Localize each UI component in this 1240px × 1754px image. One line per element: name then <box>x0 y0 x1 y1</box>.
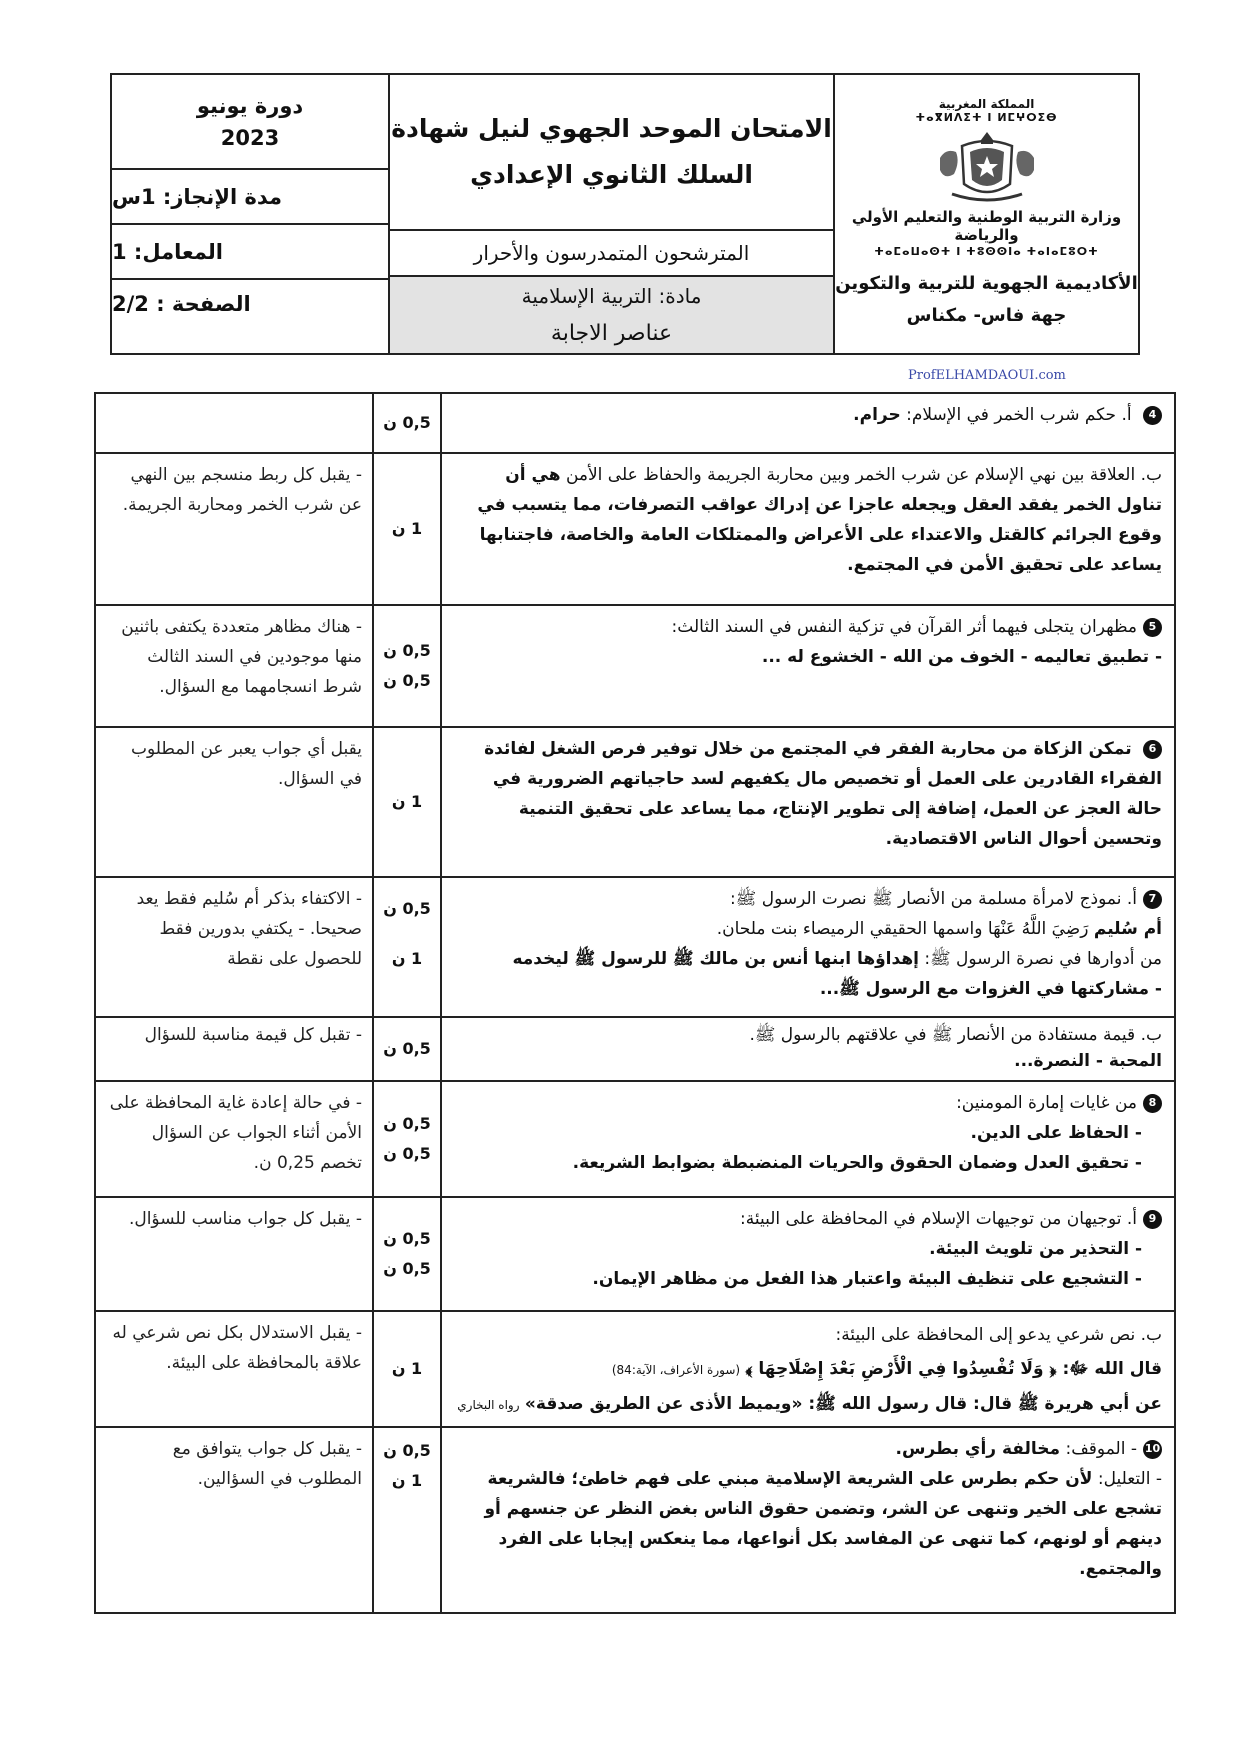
institution-block <box>833 75 1138 353</box>
note-cell: يقبل أي جواب يعبر عن المطلوب في السؤال. <box>130 739 362 789</box>
table-row <box>96 1428 1174 1612</box>
table-row <box>96 606 1174 728</box>
points-cell: 0,5 ن 1 ن <box>372 1428 440 1612</box>
question-number: 5 <box>1143 618 1162 637</box>
question-number: 8 <box>1143 1094 1162 1113</box>
page-number: الصفحة : 2/2 <box>112 292 251 316</box>
note-cell: - الاكتفاء بذكر أم سُليم فقط يعد صحيحا. - يكتفي بدورين فقط للحصول على نقطة <box>136 889 362 969</box>
table-row <box>96 878 1174 1018</box>
note-cell <box>96 394 372 452</box>
points-cell: 0,5 ن 0,5 ن <box>372 1198 440 1310</box>
moroccan-coat-of-arms-icon <box>932 128 1042 206</box>
note-cell: - هناك مظاهر متعددة يكتفى باثنين منها موجودين في السند الثالث شرط انسجامهما مع السؤال. <box>121 617 362 697</box>
answer-cell: 8من غايات إمارة المومنين: - الحفاظ على الدين. - تحقيق العدل وضمان الحقوق والحريات المنضبطة بضوابط الشريعة. <box>440 1082 1174 1196</box>
region-name: جهة فاس- مكناس <box>906 305 1067 326</box>
exam-header <box>110 73 1140 355</box>
duration: مدة الإنجاز: 1س <box>112 170 388 225</box>
note-cell: - يقبل كل جواب مناسب للسؤال. <box>128 1209 362 1229</box>
note-cell: - يقبل كل ربط منسجم بين النهي عن شرب الخمر ومحاربة الجريمة. <box>122 465 362 515</box>
answer-cell: 9أ. توجيهان من توجيهات الإسلام في المحافظة على البيئة: - التحذير من تلويث البيئة. - التشجيع على تنظيف البيئة واعتبار هذا الفعل من مظاهر الإيمان. <box>440 1198 1174 1310</box>
points-cell: 0,5 ن 0,5 ن <box>372 606 440 726</box>
academy-name: الأكاديمية الجهوية للتربية والتكوين <box>835 273 1138 294</box>
points-cell: 1 ن <box>372 1312 440 1426</box>
points-cell: 0,5 ن 0,5 ن <box>372 1082 440 1196</box>
table-row <box>96 1018 1174 1082</box>
answer-cell: ب. نص شرعي يدعو إلى المحافظة على البيئة: قال الله ﷻ: ﴿ وَلَا تُفْسِدُوا فِي الْأَرْضِ بَعْدَ إِصْلَاحِهَا ﴾ (سورة الأعراف، الآية:84) عن أبي هريرة ﷺ قال: قال رسول الله ﷺ: «ويميط الأذى عن الطريق صدقة» رواه البخاري <box>440 1312 1174 1426</box>
table-row <box>96 394 1174 454</box>
session: دورة يونيو 2023 <box>112 75 388 170</box>
points-cell: 0,5 ن 1 ن <box>372 878 440 1016</box>
points-cell: 0,5 ن <box>372 1018 440 1080</box>
exam-info-block <box>388 75 833 353</box>
table-row <box>96 1198 1174 1312</box>
answers-title: عناصر الاجابة <box>550 321 673 346</box>
question-number: 10 <box>1143 1440 1162 1459</box>
answer-cell: 6 تمكن الزكاة من محاربة الفقر في المجتمع من خلال توفير فرص الشغل لفائدة الفقراء القادرين على العمل أو تخصيص مال يكفيهم لسد حاجياتهم الضرورية في حالة العجز عن العمل، إضافة إلى تطوير الإنتاج، مما يساعد على تحقيق التنمية وتحسين أحوال الناس الاقتصادية. <box>440 728 1174 876</box>
note-cell: - يقبل الاستدلال بكل نص شرعي له علاقة بالمحافظة على البيئة. <box>112 1323 362 1373</box>
subject-block <box>390 277 833 353</box>
table-row <box>96 1312 1174 1428</box>
ministry-name-tifinagh: ⵜⴰⵎⴰⵡⴰⵙⵜ ⵏ ⵜⵓⵙⵙⵏⴰ ⵜⴰⵏⴰⵎⵓⵔⵜ <box>874 245 1099 258</box>
kingdom-name: المملكة المغربية <box>938 97 1035 111</box>
question-number: 4 <box>1143 406 1162 425</box>
points-cell: 1 ن <box>372 728 440 876</box>
answer-cell: ب. العلاقة بين نهي الإسلام عن شرب الخمر وبين محاربة الجريمة والحفاظ على الأمن هي أن تناول الخمر يفقد العقل ويجعله عاجزا عن إدراك عواقب التصرفات، مما يتسبب في وقوع الجرائم كالقتل والاعتداء على الأعراض والممتلكات العامة والخاصة، فاجتنابها يساعد على تحقيق الأمن في المجتمع. <box>440 454 1174 604</box>
question-number: 6 <box>1143 740 1162 759</box>
session-info-block <box>112 75 388 353</box>
answer-cell: 5مظهران يتجلى فيهما أثر القرآن في تزكية النفس في السند الثالث: - تطبيق تعاليمه - الخوف من الله - الخشوع له ... <box>440 606 1174 726</box>
question-number: 7 <box>1143 890 1162 909</box>
kingdom-name-tifinagh: ⵜⴰⴳⵍⴷⵉⵜ ⵏ ⵍⵎⵖⵔⵉⴱ <box>915 111 1058 124</box>
candidates-label: المترشحون المتمدرسون والأحرار <box>390 231 833 277</box>
answer-cell: 10- الموقف: مخالفة رأي بطرس. - التعليل: لأن حكم بطرس على الشريعة الإسلامية مبني على فهم خاطئ؛ فالشريعة تشجع على الخير وتنهى عن الشر، وتضمن حقوق الناس بغض النظر عن جنسهم أو دينهم أو لونهم، كما تنهى عن المفاسد بكل أنواعها، مما ينعكس إيجابا على الفرد والمجتمع. <box>440 1428 1174 1612</box>
table-row <box>96 1082 1174 1198</box>
note-cell: - في حالة إعادة غاية المحافظة على الأمن أثناء الجواب عن السؤال تخصم 0,25 ن. <box>109 1093 362 1173</box>
note-cell: - يقبل كل جواب يتوافق مع المطلوب في السؤالين. <box>172 1439 362 1489</box>
subject-label: مادة: التربية الإسلامية <box>521 284 702 308</box>
points-cell: 1 ن <box>372 454 440 604</box>
exam-title: الامتحان الموحد الجهوي لنيل شهادة السلك الثانوي الإعدادي <box>390 75 833 231</box>
points-cell: 0,5 ن <box>372 394 440 452</box>
table-row <box>96 454 1174 606</box>
answer-cell: 4 أ. حكم شرب الخمر في الإسلام: حرام. <box>440 394 1174 452</box>
answer-cell: 7أ. نموذج لامرأة مسلمة من الأنصار ﷺ نصرت الرسول ﷺ: أم سُليم رَضِيَ اللَّهُ عَنْهَا واسمها الحقيقي الرميصاء بنت ملحان. من أدوارها في نصرة الرسول ﷺ: إهداؤها ابنها أنس بن مالك ﷺ للرسول ﷺ ليخدمه - مشاركتها في الغزوات مع الرسول ﷺ... <box>440 878 1174 1016</box>
website-watermark: ProfELHAMDAOUI.com <box>908 368 1066 383</box>
academy-block <box>835 268 1138 332</box>
coefficient: المعامل: 1 <box>112 225 388 280</box>
table-row <box>96 728 1174 878</box>
answer-cell: ب. قيمة مستفادة من الأنصار ﷺ في علاقتهم بالرسول ﷺ. المحبة - النصرة... <box>440 1018 1174 1080</box>
ministry-name: وزارة التربية الوطنية والتعليم الأولي والرياضة <box>851 208 1122 244</box>
answers-table <box>94 392 1176 1614</box>
question-number: 9 <box>1143 1210 1162 1229</box>
note-cell: - تقبل كل قيمة مناسبة للسؤال <box>144 1025 362 1045</box>
